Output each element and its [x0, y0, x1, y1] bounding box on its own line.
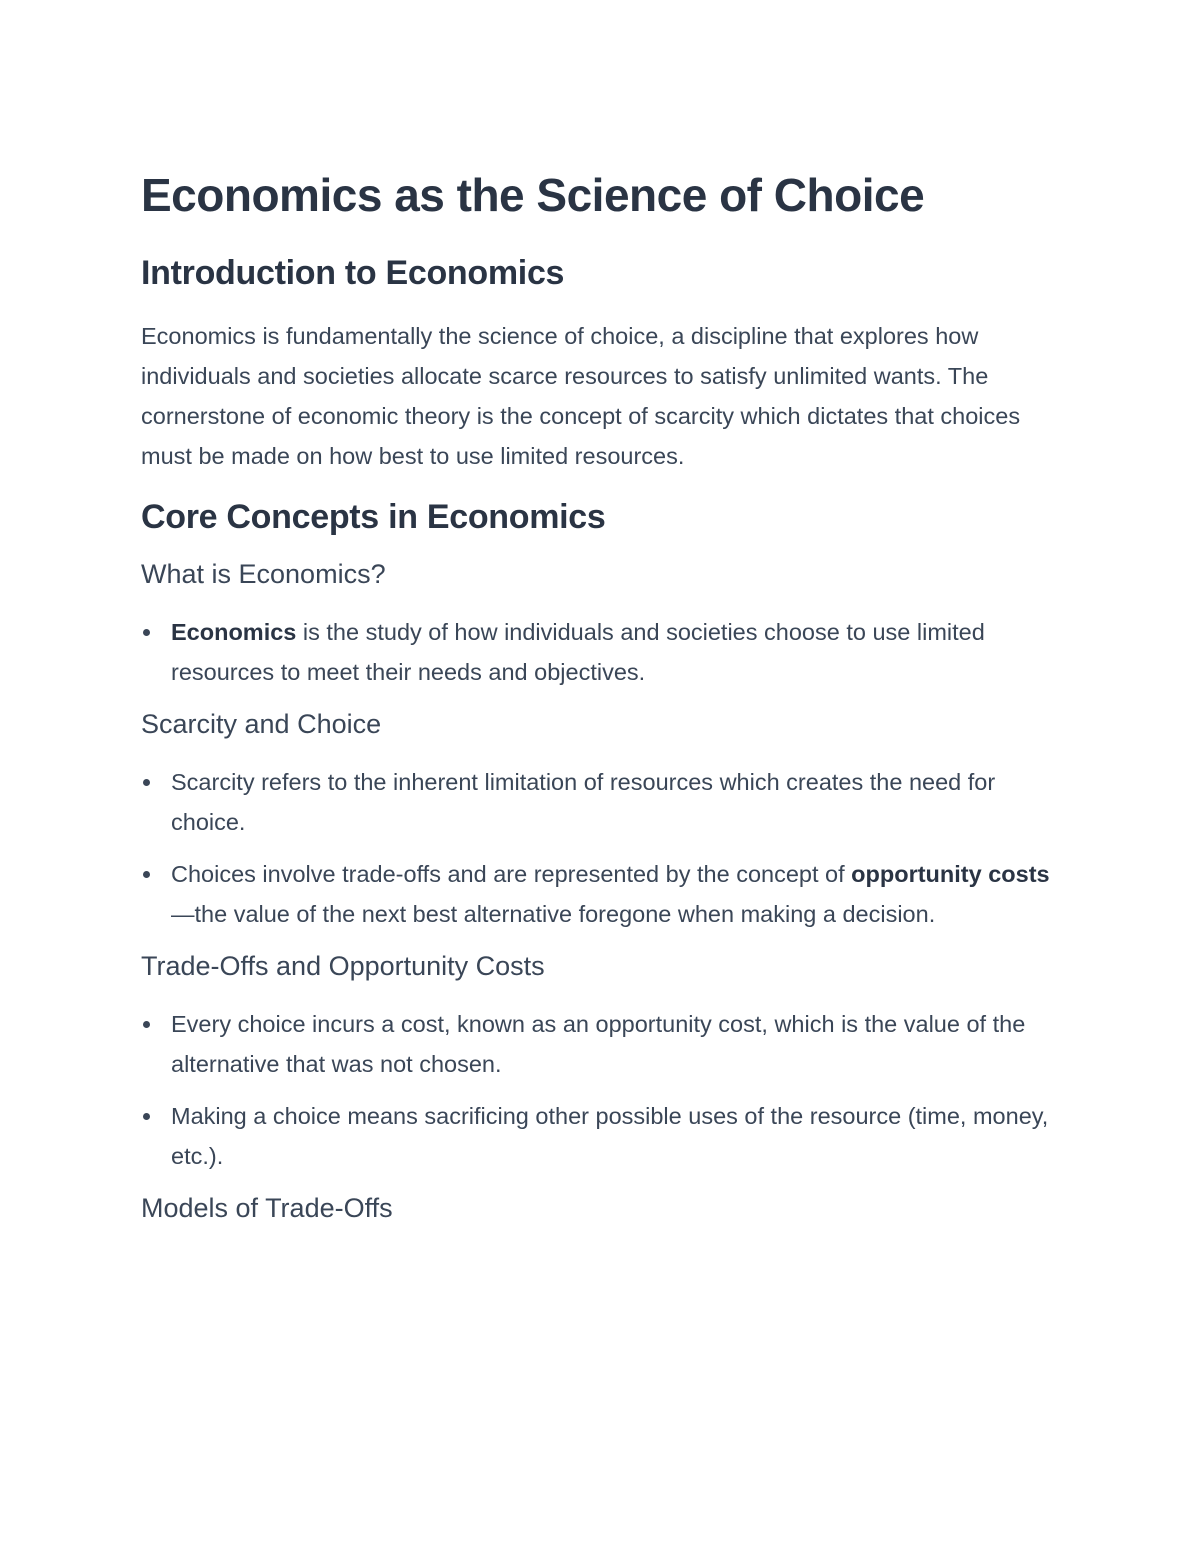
what-is-economics-list: [141, 612, 1061, 692]
intro-paragraph: Economics is fundamentally the science of choice, a discipline that explores how individuals and societies allocate scarce resources to satisfy unlimited wants. The cornerstone of economic theory is the concept of scarcity which dictates that choices must be made on how best to use limited resources.: [141, 323, 1021, 469]
list-item: [141, 612, 1061, 692]
list-item: Making a choice means sacrificing other possible uses of the resource (time, money, etc.).: [141, 1096, 1061, 1176]
list-item-text: —the value of the next best alternative foregone when making a decision.: [171, 901, 936, 927]
document-page: [141, 160, 1061, 1228]
subheading-models-of-trade-offs: Models of Trade-Offs: [141, 1193, 393, 1223]
scarcity-list: [141, 762, 1061, 934]
document-title: Economics as the Science of Choice: [141, 169, 925, 221]
list-item: Scarcity refers to the inherent limitation of resources which creates the need for choice.: [141, 762, 1061, 842]
list-item: [141, 854, 1061, 934]
section-heading-core-concepts: Core Concepts in Economics: [141, 498, 606, 536]
list-item-text: Choices involve trade-offs and are represented by the concept of: [171, 861, 852, 887]
subheading-scarcity-and-choice: Scarcity and Choice: [141, 709, 382, 739]
subheading-trade-offs: Trade-Offs and Opportunity Costs: [141, 951, 545, 981]
subheading-what-is-economics: What is Economics?: [141, 559, 386, 589]
bold-term-opportunity-costs: opportunity costs: [851, 861, 1050, 887]
list-item: Every choice incurs a cost, known as an opportunity cost, which is the value of the alternative that was not chosen.: [141, 1004, 1061, 1084]
bold-term-economics: Economics: [171, 619, 297, 645]
list-item-text: is the study of how individuals and societies choose to use limited resources to meet their needs and objectives.: [171, 619, 985, 685]
trade-offs-list: [141, 1004, 1061, 1176]
section-heading-introduction: Introduction to Economics: [141, 254, 565, 292]
